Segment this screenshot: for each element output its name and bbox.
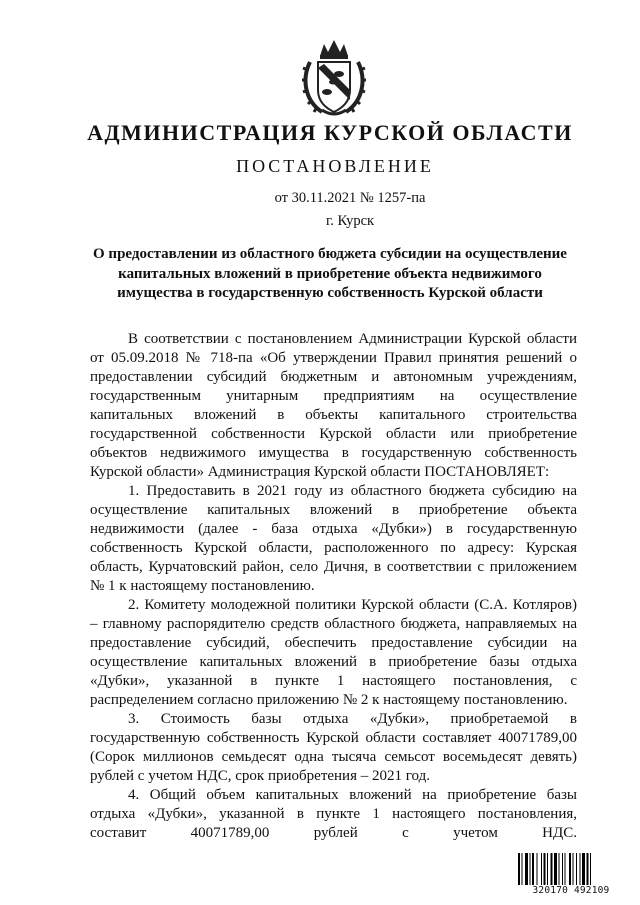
title-line: имущества в государственную собственность Курской области: [117, 285, 543, 301]
paragraph-item-2: [90, 596, 577, 710]
paragraph-item-3: [90, 710, 577, 786]
body-line: отдыха «Дубки», указанной в пункте 1 настоящего постановления,: [90, 806, 577, 822]
body-line: составит 40071789,00 рублей с учетом НДС.: [90, 825, 577, 841]
body-line: государственной собственности Курской области или приобретение: [90, 426, 577, 442]
body-line: собственность Курской области, расположенного по адресу: Курская: [90, 540, 577, 556]
document-title: [80, 245, 580, 304]
body-line: распределением согласно приложению № 2 к настоящему постановлению.: [90, 692, 568, 708]
document-type: ПОСТАНОВЛЕНИЕ: [236, 156, 434, 176]
barcode-bars-icon: [517, 853, 625, 885]
organization-name: АДМИНИСТРАЦИЯ КУРСКОЙ ОБЛАСТИ: [87, 120, 573, 145]
document-body: [90, 330, 577, 843]
body-line: недвижимости (далее - база отдыха «Дубки») в государственную: [90, 521, 577, 537]
body-line: предоставление субсидий, обеспечить предоставление субсидии на: [90, 635, 577, 651]
title-line: О предоставлении из областного бюджета субсидии на осуществление: [93, 246, 567, 262]
paragraph-item-1: [90, 482, 577, 596]
barcode-number: 320170 492109: [532, 885, 610, 896]
body-line: № 1 к настоящему постановлению.: [90, 578, 315, 594]
body-line: В соответствии с постановлением Администрации Курской области: [128, 331, 577, 347]
body-line: от 05.09.2018 № 718-па «Об утверждении Правил принятия решений о: [90, 350, 577, 366]
paragraph-preamble: [90, 330, 577, 482]
body-line: – главному распорядителю средств областного бюджета, направляемых на: [90, 616, 577, 632]
body-line: (Сорок миллионов семьдесят одна тысяча семьсот восемьдесят девять): [90, 749, 577, 765]
body-line: объектов недвижимого имущества в государственную собственность: [90, 445, 577, 461]
body-line: государственную собственность Курской области составляет 40071789,00: [90, 730, 577, 746]
barcode: [517, 853, 625, 897]
body-line: осуществление капитальных вложений в приобретение базы отдыха: [90, 654, 577, 670]
date-and-number: от 30.11.2021 № 1257-па: [274, 190, 426, 206]
body-line: рублей с учетом НДС, срок приобретения – 2021 год.: [90, 768, 430, 784]
paragraph-item-4: [90, 786, 577, 843]
body-line: 1. Предоставить в 2021 году из областного бюджета субсидию на: [128, 483, 577, 499]
body-line: осуществление капитальных вложений в приобретение объекта: [90, 502, 577, 518]
body-line: 4. Общий объем капитальных вложений на приобретение базы: [128, 787, 577, 803]
title-line: капитальных вложений в приобретение объекта недвижимого: [118, 265, 542, 282]
body-line: 2. Комитету молодежной политики Курской области (С.А. Котляров): [128, 597, 577, 613]
body-line: Курской области» Администрация Курской области ПОСТАНОВЛЯЕТ:: [90, 464, 550, 480]
body-line: капитальных вложений в объекты капитального строительства: [90, 407, 577, 423]
body-line: область, Курчатовский район, село Дичня, в соответствии с приложением: [90, 559, 577, 575]
city: г. Курск: [325, 213, 375, 229]
body-line: предоставлении субсидий бюджетным и автономным учреждениям,: [90, 369, 577, 385]
body-line: «Дубки», указанной в пункте 1 настоящего постановления, с: [90, 673, 577, 689]
body-line: государственным унитарным предприятиям на осуществление: [90, 388, 577, 404]
body-line: 3. Стоимость базы отдыха «Дубки», приобретаемой в: [128, 711, 577, 727]
coat-of-arms-icon: [300, 38, 368, 118]
